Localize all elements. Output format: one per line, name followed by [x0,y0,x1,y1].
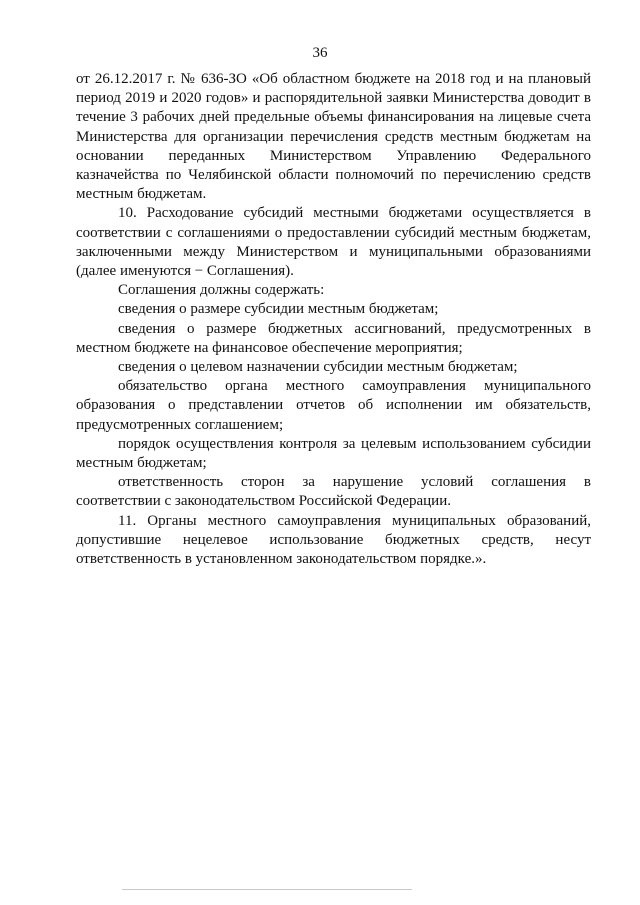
paragraph-item-11: 11. Органы местного самоуправления муниципальных образований, допустившие нецелевое использование бюджетных средств, несут ответственность в установленном законодательством порядке.». [76,512,591,568]
paragraph-item-10: 10. Расходование субсидий местными бюджетами осуществляется в соответствии с соглашениями о предоставлении субсидий местным бюджетам, заключенными между Министерством и муниципальными образованиями (далее именуются − Соглашения). [76,205,591,280]
paragraph-liability: ответственность сторон за нарушение условий соглашения в соответствии с законодательством Российской Федерации. [76,474,591,510]
page-number: 36 [312,45,328,61]
paragraph-budget-allocations: сведения о размере бюджетных ассигнований, предусмотренных в местном бюджете на финансовое обеспечение мероприятия; [76,320,591,356]
paragraph-reporting-obligation: обязательство органа местного самоуправления муниципального образования о представлении отчетов об исполнении им обязательств, предусмотренных соглашением; [76,378,591,433]
paragraph-subsidy-purpose: сведения о целевом назначении субсидии местным бюджетам; [118,359,518,376]
footer-divider [122,889,412,890]
paragraph-agreements-intro: Соглашения должны содержать: [118,282,325,299]
paragraph-control-procedure: порядок осуществления контроля за целевым использованием субсидии местным бюджетам; [76,435,591,472]
paragraph-subsidy-amount: сведения о размере субсидии местным бюджетам; [118,301,439,318]
document-body [76,70,591,569]
paragraph-continuation: от 26.12.2017 г. № 636-ЗО «Об областном бюджете на 2018 год и на плановый период 2019 и 2020 годов» и распорядительной заявки Министерства доводит в течение 3 рабочих дней предельные объемы финансирования на лицевые счета Министерства для организации перечисления средств местным бюджетам на основании переданных Министерством Управлению Федерального казначейства по Челябинской области полномочий по перечислению средств местным бюджетам. [76,71,591,203]
